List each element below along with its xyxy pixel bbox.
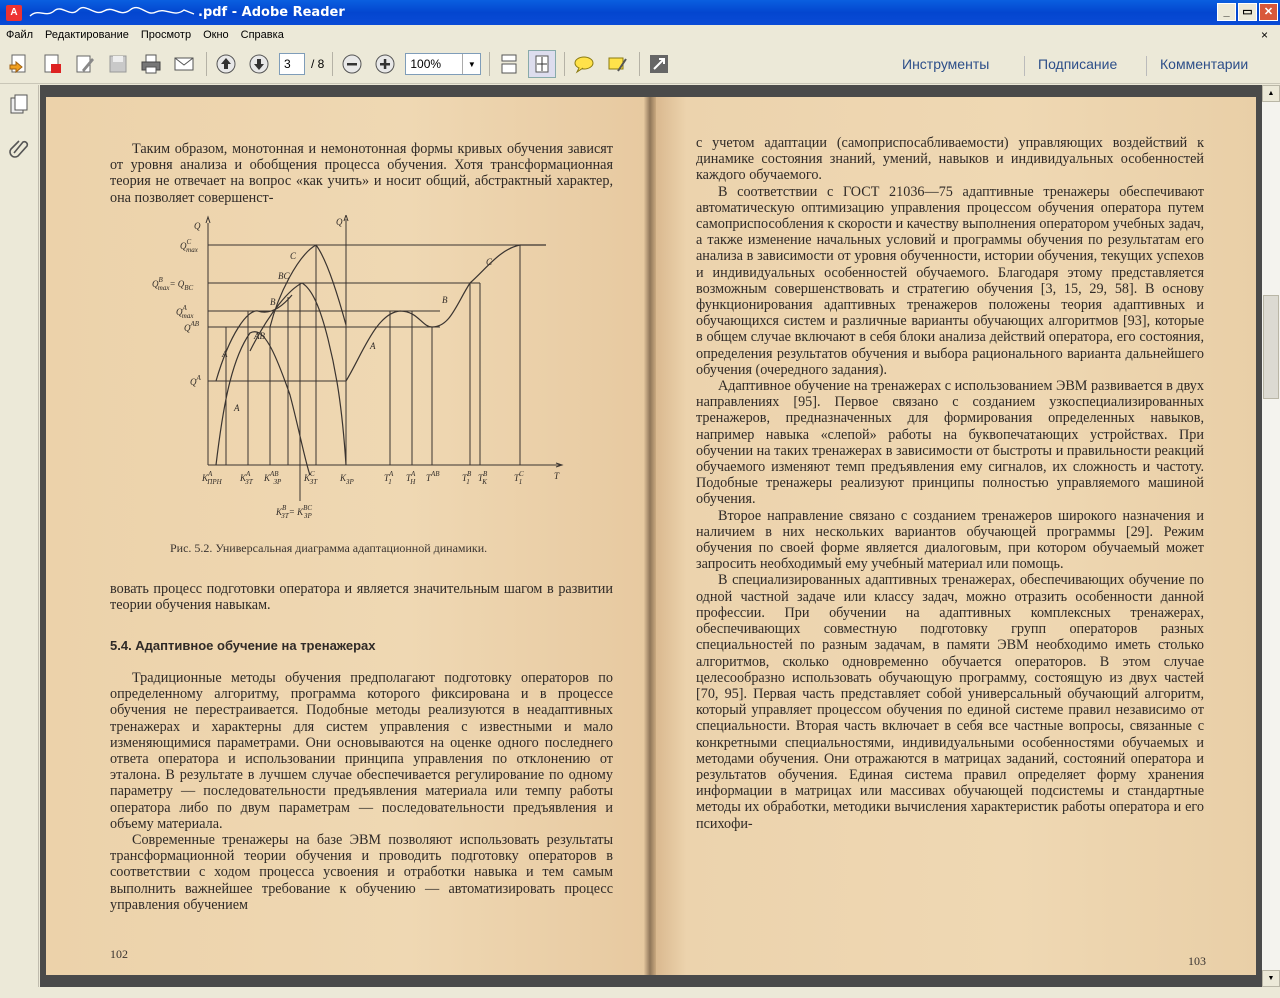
fig-x-sup: C [310,470,315,478]
fig-bottom-label: K [276,507,283,517]
plus-icon [374,53,396,75]
fig-x-sup: A [208,470,213,478]
separator [1146,56,1147,76]
title-bar [0,0,1280,25]
page-gutter [644,97,656,975]
fig-x-sub: 1 [518,478,523,486]
fig-y-label: Q [152,279,159,289]
svg-text:TB1 [462,470,472,486]
scroll-page-icon [498,53,520,75]
left-paragraph-4: Современные тренажеры на базе ЭВМ позволяют использовать результаты трансформационной теории обучения и проводить подготовку операторов в соответствии с ходом процесса усвоения и отработки навыка и тем самым выполнить важнейшее требование к обучению — автоматизировать процесс управления обучением [110,832,613,913]
arrow-up-icon [215,53,237,75]
svg-text:TC1 [514,470,524,486]
minimize-button[interactable]: _ [1217,3,1236,21]
menu-window[interactable]: Окно [203,29,229,41]
fig-y-sup: C [186,238,192,246]
fig-x-sup: A [389,470,394,478]
menu-close-doc[interactable]: × [1260,28,1268,42]
svg-text:TA1 [384,470,394,486]
fig-curve-label: B [442,295,448,305]
open-button[interactable] [5,50,33,78]
fig-y-sup: B [158,276,163,284]
acrobat-icon: A [6,5,22,21]
svg-text:KЗР [339,473,354,486]
right-paragraph-5: В специализированных адаптивных тренажерах, обеспечивающих обучение по одной частной задаче или классу задач, можно отразить особенности данной профессии. При обучении на адаптивных комплексных тренажерах, обеспечивающих совместную подготовку групп операторов разных специальностей по разным задачам, в памяти ЭВМ необходимо иметь столько алгоритмов, сколько одновременно обучается операторов. В этом случае целесообразно использовать обучающую программу, состоящую из двух частей [70, 95]. Первая часть представляет собой универсальный обучающий алгоритм, который управляет процессом обучения по единой системе правил независимо от специальности. Вторая часть включает в себя все частные вопросы, связанные с конкретными специальностями, индивидуальными особенностями обучаемых и методами обучения. Они отражаются в матрицах заданий, состояний оператора и результатов обучения. Единая система правил определяет форму хранения информации в матрицах или массивах обучающей подсистемы и стандартные методы их обработки, методики вычисления характеристик работы оператора и его психофи- [696,572,1204,832]
fig-axis-q: Q [194,221,201,231]
svg-text:KCЗТ [303,470,318,486]
adaptation-diagram [150,215,570,540]
fig-x-sub: К [482,478,487,486]
left-paragraph-2: вовать процесс подготовки оператора и является значительным шагом в развитии теории обучения навыкам. [110,581,613,614]
fig-x-sup: AB [270,470,279,478]
highlighter-icon [606,53,628,75]
email-button[interactable] [170,50,198,78]
expand-icon [648,53,670,75]
menu-bar [0,25,1280,45]
fig-x-label: T [514,473,520,483]
fig-curve-label: B [270,297,276,307]
fig-x-sub: ЗР [346,478,354,486]
right-paragraph-1: с учетом адаптации (самоприспосабливаемости) управляющих воздействий к динамике состояния знаний, умений, навыков и индивидуальных особенностей каждого обучаемого. [696,135,1204,184]
svg-text:KBЗТ= KBCЗР [275,504,312,520]
fig-x-sup: B [483,470,488,478]
comment-button[interactable] [570,50,598,78]
fig-y-sub: max [186,246,198,254]
svg-text:QBmax= QBC [152,276,194,292]
right-page-number: 103 [1188,954,1206,968]
title-scribble-icon [28,6,196,20]
fig-x-sub: ЗТ [245,478,253,486]
fig-x-sup: A [246,470,251,478]
fig-bottom-sup2: BC [303,504,313,512]
fig-y-sup: AB [190,320,200,328]
menu-file[interactable]: Файл [6,29,34,41]
menu-edit[interactable]: Редактирование [45,29,129,41]
create-pdf-button[interactable] [38,50,66,78]
fig-y-label: Q [180,241,187,251]
left-paragraph-3: Традиционные методы обучения предполагают подготовку операторов по определенному алгоритму, программа которого фиксирована и в процессе обучения не перестраивается. Подобные методы реализуются в неадаптивных тренажерах и характерны для систем управления с известными и мало изменяющимися параметрами. Они основываются на оценке одного последнего ответа оператора и использовании принципа управления по отклонению от эталона. В результате в лучшем случае обеспечивается регулирование по одному параметру — последовательности предъявления материала или темпу работы оператора либо по двум параметрам — последовательности предъявления и объему материала. [110,670,613,832]
separator [332,52,333,76]
fig-y-sub: max [157,284,170,292]
fig-curve-label: A [222,349,228,359]
sign-panel-button[interactable]: Подписание [1038,56,1118,72]
save-button[interactable] [104,50,132,78]
menu-view[interactable]: Просмотр [140,29,192,41]
fig-curve-label: C [486,257,493,267]
svg-text:KABЗР [263,470,282,486]
fig-y-extra-sub: BC [184,284,194,292]
fig-y-sup: A [196,374,201,382]
fig-x-sub: Н [410,478,416,486]
highlight-button[interactable] [603,50,631,78]
minus-icon [341,53,363,75]
svg-text:KAЗТ [239,470,254,486]
right-paragraph-2: В соответствии с ГОСТ 21036—75 адаптивные тренажеры обеспечивают автоматическую оптимизацию управления процессом обучения оператора путем самоприспособления к скорости и качеству выполнения оператором учебных задач, а также изменение начальных условий и программы обучения по результатам его анализа в зависимости от уровня обученности, истории обучения, текущих успехов и индивидуальных особенностей обучаемого. Благодаря этому представляется возможным совершенствовать и стратегию обучения [3, 15, 29, 58]. В основу функционирования адаптивных тренажеров положены теория адаптивных и обучающихся систем и различные варианты обучающих алгоритмов [93], которые в общем случае включают в себя блоки анализа действий оператора, его состояния, определения результатов обучения и выбора рационального варианта дальнейшего обучения (очередного задания). [696,183,1204,378]
fig-curve-label: C [290,251,297,261]
fig-bottom-sub2: ЗР [304,512,312,520]
fig-y-sup: A [182,304,187,312]
svg-text:TAН [406,470,416,486]
vertical-scrollbar[interactable] [1262,85,1280,987]
printer-icon [140,53,162,75]
edit-button[interactable] [71,50,99,78]
svg-text:QCmax [180,238,199,254]
close-button[interactable]: ✕ [1259,3,1278,21]
fig-x-label: K [264,473,271,483]
fig-x-label: T [462,473,468,483]
svg-text:TBК [478,470,488,486]
fig-x-sup: B [467,470,472,478]
horizontal-scrollbar[interactable] [40,987,1280,998]
scroll-down-icon[interactable]: ▼ [1262,970,1280,987]
page-number-input[interactable]: 3 [279,53,305,75]
fig-x-label: T [384,473,390,483]
svg-text:KAПРН [201,470,223,486]
separator [564,52,565,76]
fig-curve-label: AB [254,331,265,341]
fig-x-sub: ЗР [273,478,282,486]
document-area[interactable] [40,85,1262,987]
fig-x-sub: 1 [388,478,392,486]
fig-curve-label: A [370,341,376,351]
left-text-block [110,670,613,913]
figure-caption: Рис. 5.2. Универсальная диаграмма адаптационной динамики. [170,541,488,555]
scroll-thumb[interactable] [1263,295,1279,399]
right-paragraph-4: Второе направление связано с созданием тренажеров широкого назначения и наличием в них нескольких вариантов обучающей программы [29]. Режим обучения по своей форме является диалоговым, при котором обучаемый может запросить необходимый ему учебный материал или помощь. [696,507,1204,573]
fig-x-sub: ПРН [207,478,222,486]
save-icon [107,53,129,75]
separator [206,52,207,76]
create-pdf-icon [41,53,63,75]
fullscreen-button[interactable] [645,50,673,78]
maximize-button[interactable]: ▭ [1238,3,1257,21]
fig-axis-q2: Q [336,217,343,227]
fig-x-sup: AB [431,470,440,478]
fig-bottom-sup: B [282,504,287,512]
fig-bottom-sub: ЗТ [281,512,289,520]
fit-page-button[interactable] [528,50,556,78]
separator [639,52,640,76]
scroll-mode-button[interactable] [495,50,523,78]
next-page-button[interactable] [245,50,273,78]
fig-x-label: K [202,473,209,483]
fig-x-label: T [478,473,484,483]
right-paragraph-3: Адаптивное обучение на тренажерах с использованием ЭВМ развивается в двух направлениях [95]. Первое связано с созданием узкоспециализированных тренажеров, предназначенных для формирования определенных навыков, например навыка «слепой» работы на буквопечатающих устройствах. При обучении на таких тренажерах в зависимости от быстроты и правильности реакций обучаемого изменяют темп предъявления ему сигналов, их сложность и частоту. Подобные тренажеры реализуют принципы полностью управляемого машиной обучения. [696,378,1204,508]
arrow-down-icon [248,53,270,75]
page-thumbnails-icon[interactable] [8,93,30,115]
fig-x-label: K [340,473,347,483]
left-paragraph-1: Таким образом, монотонная и немонотонная формы кривых обучения зависят от уровня анализа и обобщения процесса обучения. Хотя трансформационная теория не отвечает на вопрос «как учить» и носит общий, абстрактный характер, она позволяет совершенст- [110,141,613,206]
navigation-pane [0,85,39,987]
fig-y-label: Q [176,307,183,317]
comment-panel-button[interactable]: Комментарии [1160,56,1249,72]
fig-curve-label: A [234,403,240,413]
zoom-value: 100% [410,57,442,71]
fig-x-label: K [240,473,247,483]
svg-text:QAB [184,320,200,333]
fig-x-sub: ЗТ [309,478,318,486]
fig-y-label: Q [184,323,191,333]
separator [1024,56,1025,76]
svg-text:TAB [426,470,440,483]
edit-icon [74,53,96,75]
fig-x-label: K [304,473,311,483]
fig-axis-t: T [554,471,560,481]
fig-bottom-label2: = K [288,507,304,517]
svg-text:QAmax [176,304,194,320]
svg-text:QA [190,374,202,387]
chevron-down-icon: ▼ [462,54,480,74]
fig-y-extra: = Q [169,279,185,289]
fig-x-label: T [406,473,412,483]
pdf-spread [46,97,1256,975]
fig-x-label: T [426,473,432,483]
section-heading: 5.4. Адаптивное обучение на тренажерах [110,638,376,653]
fig-curve-label: BC [278,271,290,281]
open-icon [8,53,30,75]
print-button[interactable] [137,50,165,78]
zoom-out-button[interactable] [338,50,366,78]
envelope-icon [173,53,195,75]
zoom-select[interactable] [405,53,481,75]
left-page-number: 102 [110,947,128,961]
page-total: / 8 [311,57,325,71]
scroll-up-icon[interactable]: ▲ [1262,85,1280,102]
speech-bubble-icon [573,53,595,75]
window-title: .pdf - Adobe Reader [198,5,345,20]
separator [489,52,490,76]
fit-page-icon [531,53,553,75]
fig-x-sub: 1 [466,478,470,486]
fig-y-label: Q [190,377,197,387]
fig-x-sup: C [519,470,524,478]
tools-panel-button[interactable]: Инструменты [902,56,990,72]
right-text-block [696,135,1204,832]
prev-page-button[interactable] [212,50,240,78]
fig-y-sub: max [181,312,194,320]
fig-x-sup: A [411,470,416,478]
zoom-in-button[interactable] [371,50,399,78]
paperclip-icon[interactable] [8,137,30,159]
menu-help[interactable]: Справка [240,29,284,41]
